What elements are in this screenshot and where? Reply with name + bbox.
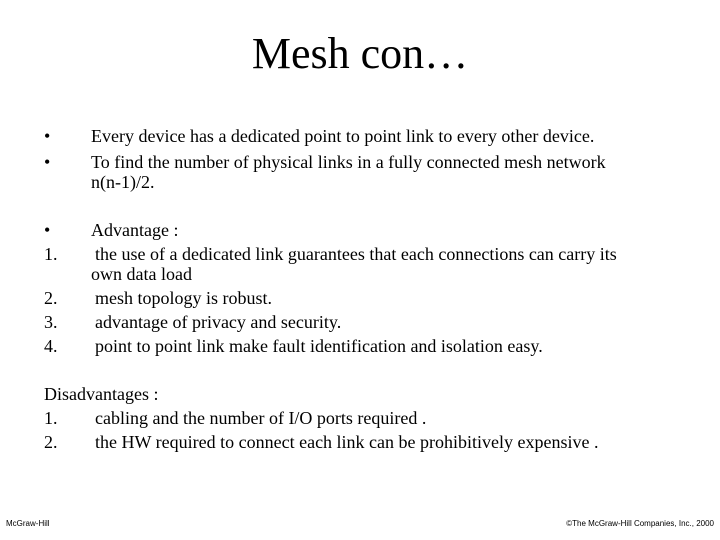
list-number: 1.	[44, 408, 58, 428]
list-number: 4.	[44, 336, 58, 356]
slide-title: Mesh con…	[251, 29, 469, 78]
list-item	[44, 408, 704, 428]
list-number: 2.	[44, 432, 58, 452]
footer-publisher: McGraw-Hill	[6, 519, 50, 528]
bullet-marker: •	[44, 152, 51, 172]
bullet-text: Every device has a dedicated point to point link to every other device.	[91, 126, 595, 146]
disadvantages-heading: Disadvantages :	[44, 384, 159, 404]
list-text: point to point link make fault identification and isolation easy.	[95, 336, 543, 356]
list-text: the use of a dedicated link guarantees that each connections can carry its	[95, 244, 617, 264]
bullet-text: n(n-1)/2.	[91, 172, 155, 192]
list-number: 2.	[44, 288, 58, 308]
list-text: mesh topology is robust.	[95, 288, 273, 308]
list-text: advantage of privacy and security.	[95, 312, 342, 332]
list-number: 1.	[44, 244, 58, 264]
list-text: cabling and the number of I/O ports required .	[95, 408, 427, 428]
bullet-text: To find the number of physical links in a fully connected mesh network	[91, 152, 606, 172]
list-number: 3.	[44, 312, 58, 332]
footer-copyright: ©The McGraw-Hill Companies, Inc., 2000	[566, 519, 714, 528]
advantage-heading: Advantage :	[91, 220, 179, 240]
list-text: own data load	[91, 264, 192, 284]
bullet-marker: •	[44, 126, 51, 146]
list-item	[44, 432, 704, 452]
bullet-marker: •	[44, 220, 51, 240]
list-text: the HW required to connect each link can be prohibitively expensive .	[95, 432, 599, 452]
